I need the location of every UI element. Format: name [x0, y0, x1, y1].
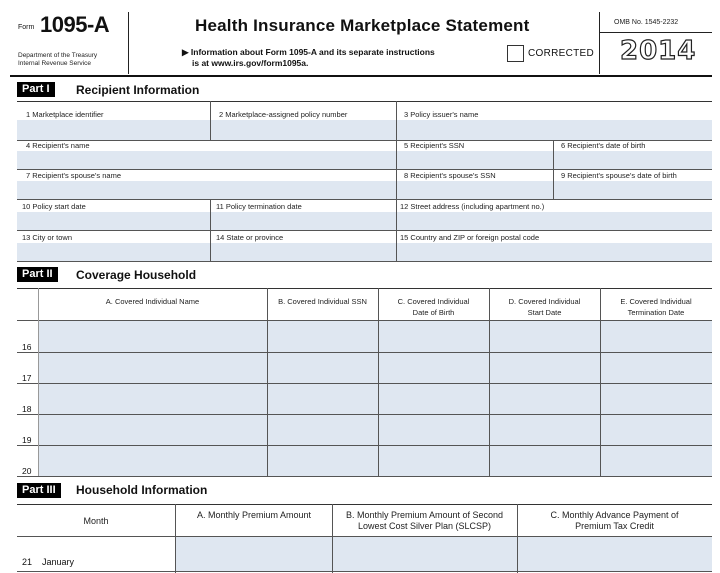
row-number-16: 16 — [22, 342, 32, 352]
part-2-col-c-head: C. Covered Individual Date of Birth — [397, 297, 470, 317]
part-2-badge: Part II — [17, 267, 58, 282]
info-line-1: ▶ Information about Form 1095-A and its separate instructions — [182, 47, 435, 57]
field-13-label: 13 City or town — [22, 233, 73, 242]
field-6-label: 6 Recipient's date of birth — [561, 141, 646, 150]
form-number: 1095-A — [40, 12, 110, 37]
part-3-title: Household Information — [76, 483, 208, 497]
table-row[interactable] — [38, 446, 712, 476]
table-row[interactable] — [176, 537, 712, 571]
omb-number: OMB No. 1545-2232 — [614, 19, 679, 26]
row-number-18: 18 — [22, 404, 32, 414]
part-1-row-4-fill — [17, 212, 712, 230]
field-15-label: 15 Country and ZIP or foreign postal code — [400, 233, 540, 242]
part-1-row-5-fill — [17, 243, 712, 261]
part-1-row-3-fill — [17, 181, 712, 199]
part-1-row-2-fill — [17, 151, 712, 169]
table-row[interactable] — [38, 384, 712, 414]
field-3-label: 3 Policy issuer's name — [404, 110, 479, 119]
field-14-label: 14 State or province — [216, 233, 284, 242]
field-9-label: 9 Recipient's spouse's date of birth — [561, 171, 677, 180]
part-1-badge: Part I — [17, 82, 55, 97]
department-line-2: Internal Revenue Service — [18, 60, 91, 67]
field-2-label: 2 Marketplace-assigned policy number — [219, 110, 348, 119]
month-january: January — [42, 557, 75, 567]
part-2-col-e-head: E. Covered Individual Termination Date — [620, 297, 692, 317]
part-3-badge: Part III — [17, 483, 61, 498]
part-2-col-b-head: B. Covered Individual SSN — [278, 297, 367, 306]
row-number-19: 19 — [22, 435, 32, 445]
part-3-col-a-head: A. Monthly Premium Amount — [196, 510, 312, 520]
field-8-label: 8 Recipient's spouse's SSN — [404, 171, 496, 180]
part-2-title: Coverage Household — [76, 268, 197, 282]
tax-year: 2014 — [620, 36, 697, 66]
field-10-label: 10 Policy start date — [22, 202, 86, 211]
department-line-1: Department of the Treasury — [18, 52, 98, 59]
table-row[interactable] — [38, 321, 712, 352]
field-7-label: 7 Recipient's spouse's name — [26, 171, 121, 180]
info-line-2: is at www.irs.gov/form1095a. — [192, 58, 309, 68]
part-2-col-d-head: D. Covered Individual Start Date — [508, 297, 581, 317]
field-5-label: 5 Recipient's SSN — [404, 141, 465, 150]
row-number-21: 21 — [22, 557, 33, 567]
form-title: Health Insurance Marketplace Statement — [195, 16, 530, 35]
part-3-month-head: Month — [83, 516, 109, 526]
form-word: Form — [18, 24, 35, 31]
part-3-col-c-head: C. Monthly Advance Payment of Premium Tax Credit — [550, 510, 679, 531]
corrected-checkbox[interactable] — [507, 45, 524, 62]
part-3-col-b-head: B. Monthly Premium Amount of Second Lowest Cost Silver Plan (SLCSP) — [345, 510, 504, 531]
field-12-label: 12 Street address (including apartment no.) — [400, 202, 545, 211]
corrected-label: CORRECTED — [528, 48, 595, 59]
table-row[interactable] — [38, 415, 712, 445]
part-1-row-1-fill — [17, 120, 712, 140]
field-4-label: 4 Recipient's name — [26, 141, 90, 150]
row-number-20: 20 — [22, 466, 32, 476]
row-number-17: 17 — [22, 373, 32, 383]
part-2-col-a-head: A. Covered Individual Name — [105, 297, 200, 306]
table-row[interactable] — [38, 353, 712, 383]
field-11-label: 11 Policy termination date — [216, 202, 302, 211]
part-1-title: Recipient Information — [76, 83, 200, 97]
field-1-label: 1 Marketplace identifier — [26, 110, 104, 119]
